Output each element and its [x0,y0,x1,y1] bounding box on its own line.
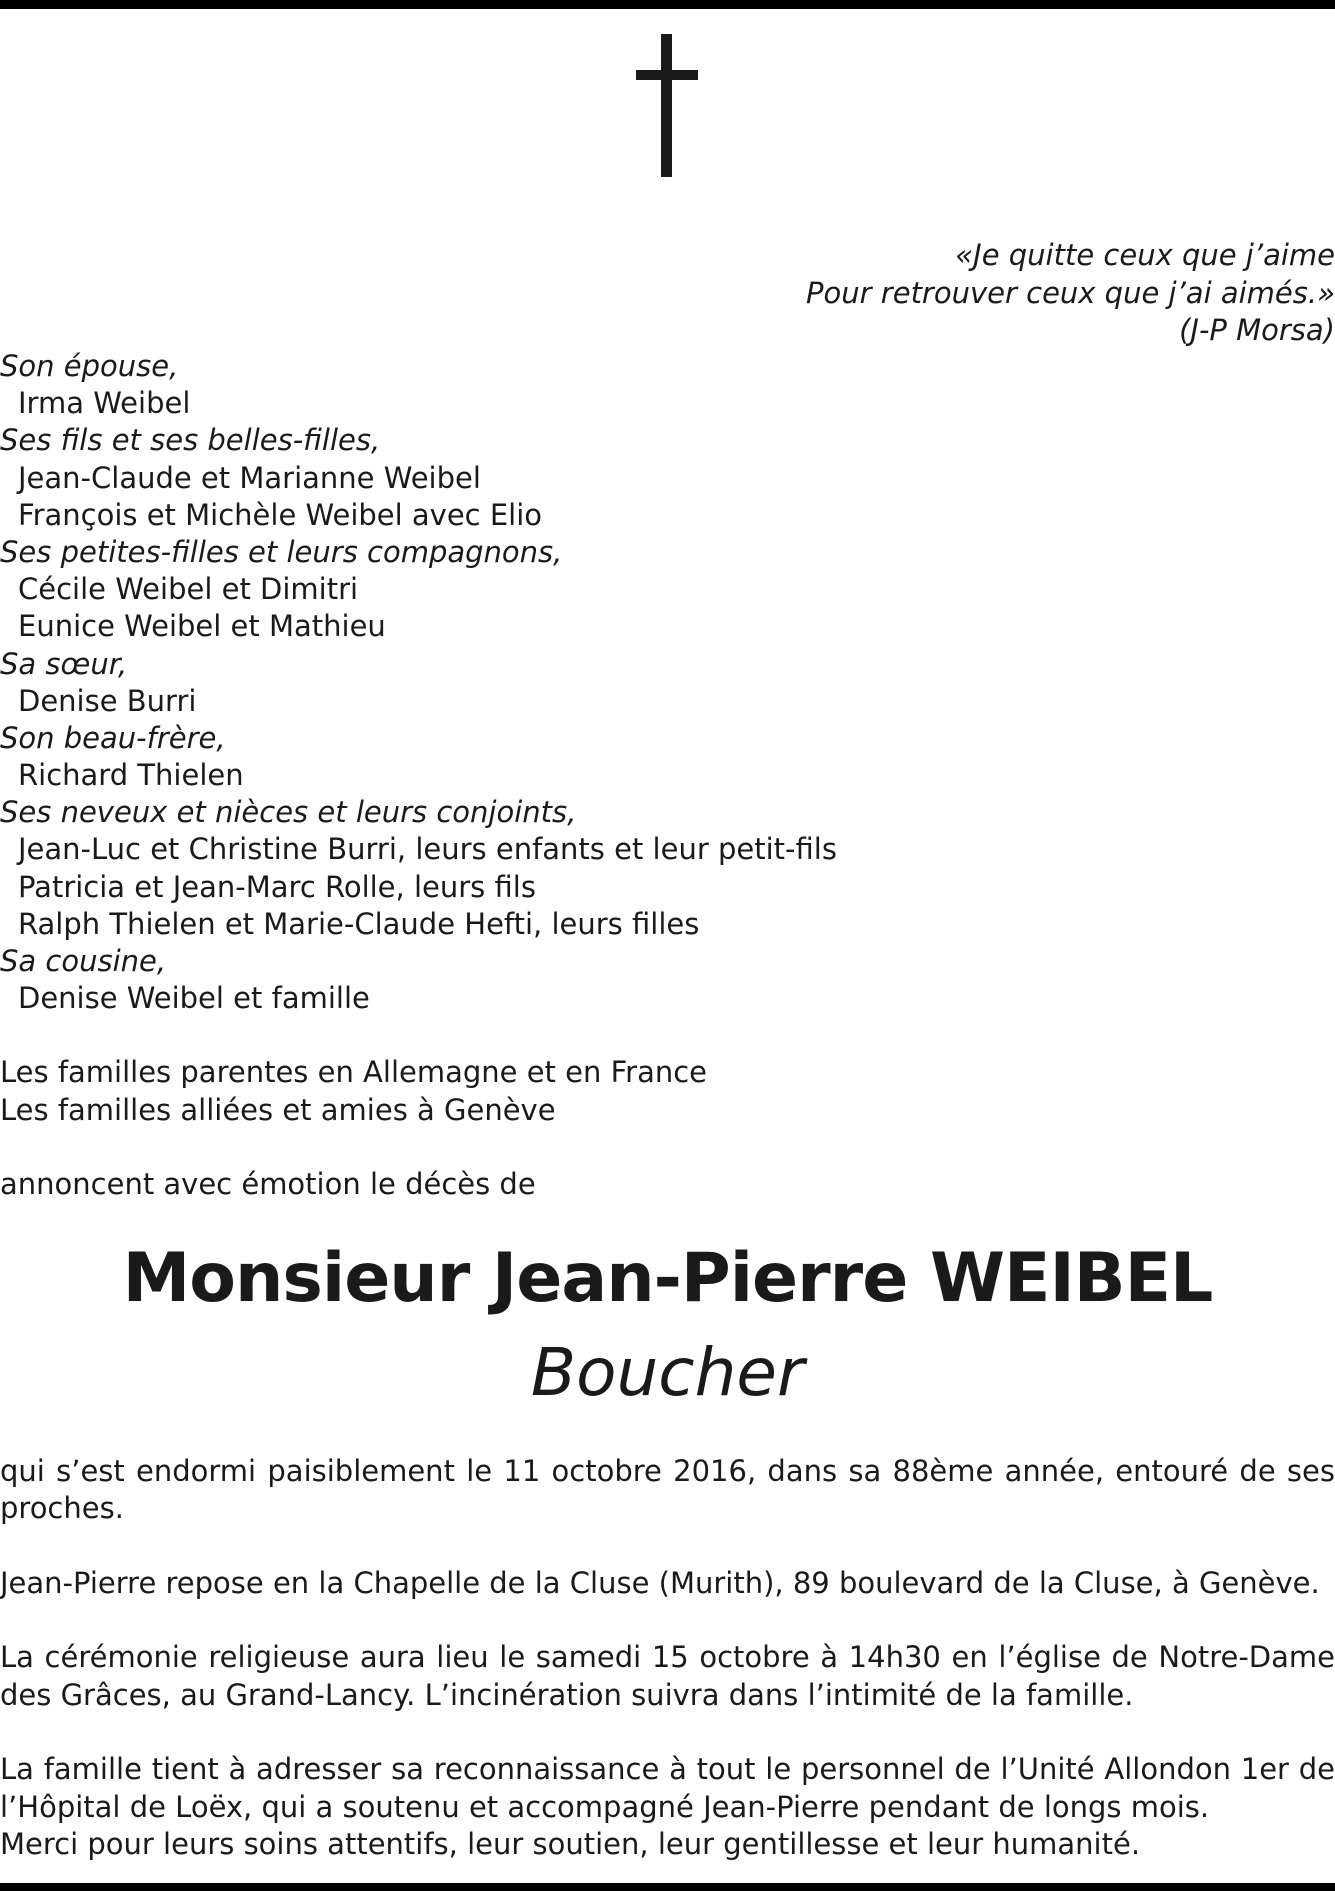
family-relation: Son épouse, [0,349,179,383]
announcement-text: annoncent avec émotion le décès de [0,1167,536,1201]
deceased-occupation: Boucher [530,1334,805,1411]
notice-body [0,1453,1335,1863]
paragraph-repose: Jean-Pierre repose en la Chapelle de la Cluse (Murith), 89 boulevard de la Cluse, à Genève. [0,1565,1320,1600]
thanks-closing: Merci pour leurs soins attentifs, leur soutien, leur gentillesse et leur humanité. [0,1826,1141,1861]
family-relation: Sa cousine, [0,944,167,978]
cross-icon [636,34,698,177]
family-list [0,348,1335,1017]
paragraph-thanks [0,1751,1335,1863]
paragraph-ceremony: La cérémonie religieuse aura lieu le samedi 15 octobre à 14h30 en l’église de Notre-Dame des Grâces, au Grand-Lancy. L’incinération suivra dans l’intimité de la famille. [0,1640,1335,1712]
family-member: Jean-Luc et Christine Burri, leurs enfants et leur petit-fils [18,832,837,867]
extended-line: Les familles parentes en Allemagne et en France [0,1055,708,1089]
family-member: Ralph Thielen et Marie-Claude Hefti, leurs filles [18,906,700,941]
bottom-border [0,1883,1335,1891]
family-member: Denise Weibel et famille [18,981,370,1016]
extended-line: Les familles alliées et amies à Genève [0,1092,556,1127]
top-border [0,0,1335,9]
epigraph-quote [575,237,1335,350]
family-member: Richard Thielen [18,758,244,793]
family-member: Jean-Claude et Marianne Weibel [18,460,481,495]
family-relation: Son beau-frère, [0,720,226,755]
family-member: Denise Burri [18,683,197,718]
extended-family [0,1054,707,1129]
quote-line: «Je quitte ceux que j’aime [955,238,1335,272]
family-member: Eunice Weibel et Mathieu [18,609,386,644]
quote-author: (J-P Morsa) [1179,313,1335,347]
family-relation: Ses petites-filles et leurs compagnons, [0,534,563,569]
paragraph-passing: qui s’est endormi paisiblement le 11 octobre 2016, dans sa 88ème année, entouré de ses proches. [0,1454,1335,1526]
family-relation: Ses fils et ses belles-filles, [0,423,381,458]
quote-line: Pour retrouver ceux que j’ai aimés.» [806,275,1335,310]
family-member: Patricia et Jean-Marc Rolle, leurs fils [18,869,536,904]
family-member: Irma Weibel [18,386,191,421]
family-relation: Ses neveux et nièces et leurs conjoints, [0,795,577,830]
family-member: Cécile Weibel et Dimitri [18,572,359,607]
thanks-text: La famille tient à adresser sa reconnaissance à tout le personnel de l’Unité Allondon 1er de l’Hôpital de Loëx, qui a soutenu et accompagné Jean-Pierre pendant de longs mois. [0,1752,1335,1824]
deceased-name: Monsieur Jean-Pierre WEIBEL [122,1239,1213,1318]
family-relation: Sa sœur, [0,646,128,681]
family-member: François et Michèle Weibel avec Elio [18,497,543,532]
